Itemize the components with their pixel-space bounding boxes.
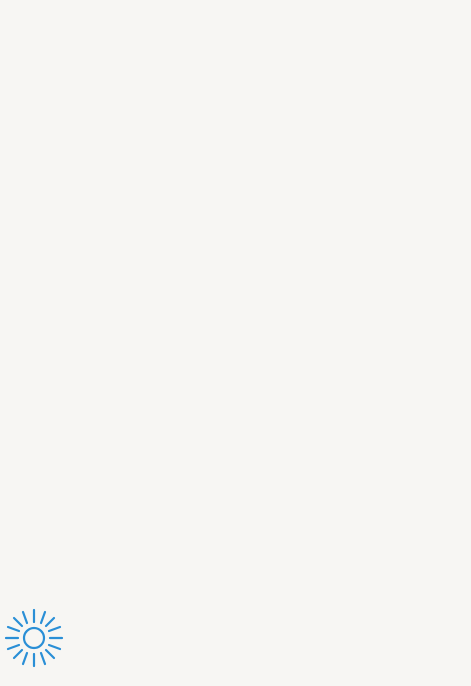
watermark-banner xyxy=(0,600,471,686)
sun-icon xyxy=(4,608,64,668)
